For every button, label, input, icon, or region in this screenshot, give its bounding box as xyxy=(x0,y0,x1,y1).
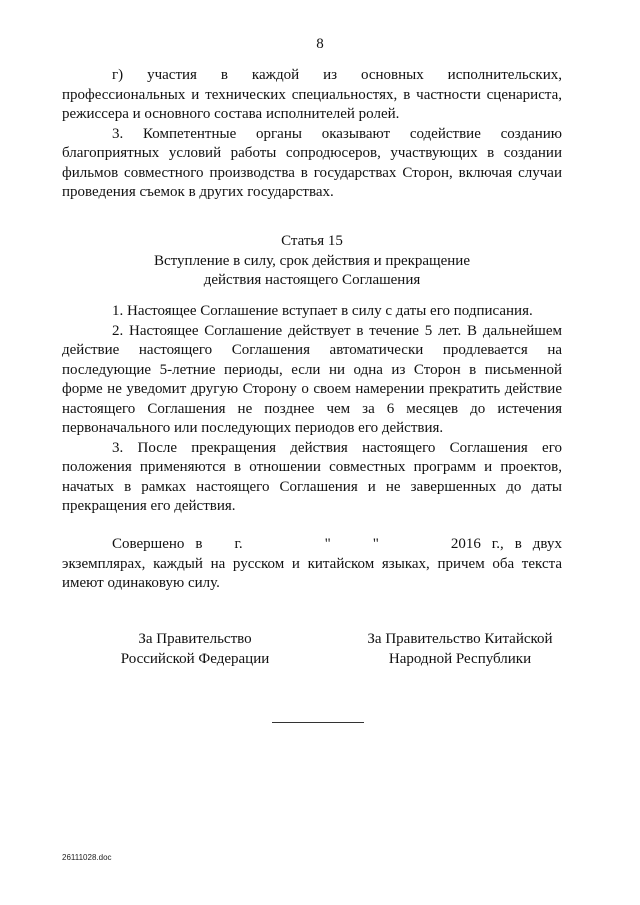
signature-china-line1: За Правительство Китайской xyxy=(367,631,553,647)
done-part2: г. xyxy=(234,536,243,552)
article-title-line2: действия настоящего Соглашения xyxy=(203,272,421,288)
clause-2: 2. Настоящее Соглашение действует в течение 5 лет. В дальнейшем действие настоящего Соглашения автоматически продлевается на последующие 5-летние периоды, если ни одна из Сторон в письменной форме не уведомит другую Сторону о своем намерении прекратить действие настоящего Соглашения не позднее чем за 6 месяцев до истечения первоначального или последующих периодов его действия. xyxy=(62,322,562,436)
signature-russia-line2: Российской Федерации xyxy=(120,650,270,667)
item-3-paragraph: 3. Компетентные органы оказывают содействие созданию благоприятных условий работы сопродюсеров, участвующих в создании фильмов совместного производства в государствах Сторон, включая случаи проведения съемок в других государствах. xyxy=(62,125,562,200)
article-number: Статья 15 xyxy=(281,233,343,249)
signature-china-line2: Народной Республики xyxy=(388,650,532,667)
article-title-line1: Вступление в силу, срок действия и прекращение xyxy=(154,252,470,269)
page-number: 8 xyxy=(316,36,324,52)
end-divider xyxy=(272,722,364,723)
done-first-line xyxy=(62,535,562,555)
continuation-block xyxy=(62,66,562,203)
clause-3: 3. После прекращения действия настоящего Соглашения его положения применяются в отношении совместных программ и проектов, начатых в рамках настоящего Соглашения и не завершенных до даты прекращения его действия. xyxy=(62,439,562,514)
signature-russia-line1: За Правительство xyxy=(138,631,252,647)
clause-1: 1. Настоящее Соглашение вступает в силу с даты его подписания. xyxy=(112,303,533,319)
signature-china xyxy=(330,630,590,669)
article-clauses xyxy=(62,302,562,517)
article-heading xyxy=(62,232,562,291)
footer-filename: 26111028.doc xyxy=(62,853,112,862)
signature-russia xyxy=(95,630,295,669)
done-quote-open: " xyxy=(324,536,331,552)
done-quote-close: " xyxy=(372,536,379,552)
done-rest: экземплярах, каждый на русском и китайском языках, причем оба текста имеют одинаковую силу. xyxy=(62,555,562,591)
done-paragraph xyxy=(62,535,562,594)
done-part1: Совершено в xyxy=(112,536,203,552)
done-part3: 2016 г., в двух xyxy=(450,536,563,552)
item-g-paragraph: г) участия в каждой из основных исполнительских, профессиональных и технических специальностях, в частности сценариста, режиссера и основного состава исполнителей ролей. xyxy=(62,67,562,122)
